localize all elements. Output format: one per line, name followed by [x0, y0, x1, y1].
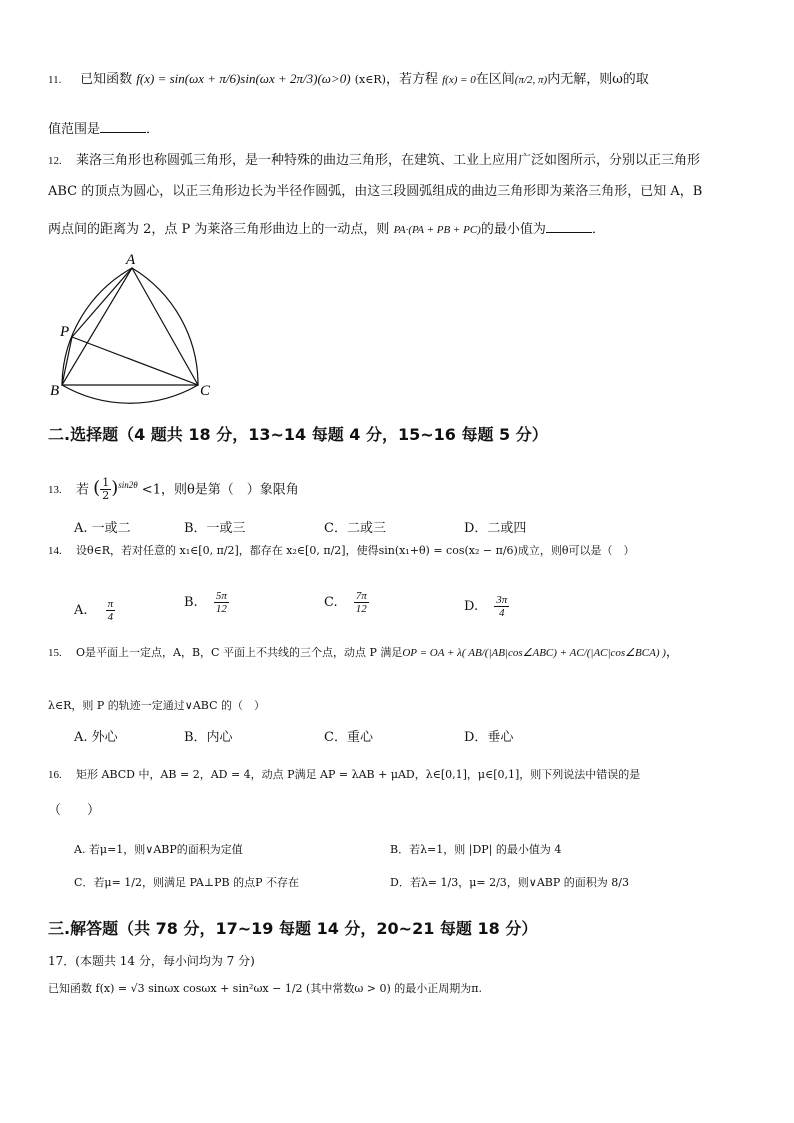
q11-line2	[48, 120, 754, 139]
q15-option-b[interactable]: B．内心	[184, 730, 233, 745]
q14-a-top: π	[107, 598, 114, 610]
q16-option-d[interactable]: D．若λ= 1/3，μ= 2/3，则∨ABP 的面积为 8/3	[390, 876, 629, 889]
q17-line	[48, 980, 754, 998]
q14-option-d-frac	[494, 594, 509, 619]
q16-option-c[interactable]: C．若μ= 1/2，则满足 PA⊥PB 的点P 不存在	[74, 876, 300, 889]
segment-PA	[72, 268, 132, 337]
q17-text: 已知函数 f(x) = √3 sinωx cosωx + sin²ωx − 1/2 (其中常数ω > 0) 的最小正周期为π.	[48, 982, 483, 995]
q16-line1	[48, 766, 754, 784]
q13-number: 13.	[48, 484, 62, 497]
q15-expr: OP = OA + λ( AB/(|AB|cos∠ABC) + AC/(|AC|cos∠BCA) )	[402, 647, 666, 659]
q11-domain: (x∈R)	[354, 73, 386, 86]
q12-text3a: 两点间的距离为 2，点 P 为莱洛三角形曲边上的一动点，则	[48, 222, 390, 237]
q11-number: 11.	[48, 74, 62, 86]
q14-options	[74, 590, 774, 626]
q13-options	[74, 520, 774, 538]
reuleaux-outline	[62, 268, 198, 403]
q14-number: 14.	[48, 545, 62, 557]
q15-option-d[interactable]: D．垂心	[464, 730, 514, 745]
q11-answer-blank[interactable]	[100, 120, 146, 133]
q14-option-a[interactable]	[74, 598, 115, 623]
q15-end: ，	[665, 645, 679, 660]
q12-number: 12.	[48, 155, 62, 167]
equilateral-triangle	[62, 268, 198, 385]
label-B: B	[50, 383, 60, 399]
q11-mid: ，若方程	[385, 72, 438, 87]
q11-formula: f(x) = sin(ωx + π/6)sin(ωx + 2π/3)(ω>0)	[136, 71, 351, 86]
q14-option-b-frac	[214, 590, 229, 615]
q13-option-b[interactable]: B．一或三	[184, 521, 246, 536]
q11-line2-text: 值范围是	[48, 122, 101, 137]
q14-option-b-label: B.	[184, 595, 198, 610]
q14-b-bot: 12	[215, 603, 227, 615]
q15-text2: λ∈R，则 P 的轨迹一定通过∨ABC 的（ ）	[48, 699, 265, 712]
q16-option-a[interactable]: A. 若μ=1，则∨ABP的面积为定值	[74, 843, 243, 856]
label-A: A	[126, 252, 136, 268]
q13-line	[48, 476, 754, 502]
q14-option-a-frac	[106, 598, 116, 623]
q11-interval: (π/2, π)	[514, 74, 548, 86]
q15-number: 15.	[48, 647, 62, 659]
q15-line2	[48, 697, 754, 715]
q14-c-top: 7π	[355, 590, 367, 602]
q14-text: 设θ∈R，若对任意的 x₁∈[0, π/2]，都存在 x₂∈[0, π/2]，使得sin(x₁+θ) = cos(x₂ − π/6)成立，则θ可以是（ ）	[76, 544, 635, 557]
q13-paren-open: (	[93, 477, 101, 499]
reuleaux-triangle-figure	[40, 250, 230, 420]
q13-base-top: 1	[102, 476, 110, 490]
q14-option-a-label: A.	[74, 603, 88, 618]
q14-c-bot: 12	[355, 603, 367, 615]
q11-line1	[48, 70, 754, 89]
q15-text: O是平面上一定点，A，B，C 平面上不共线的三个点，动点 P 满足	[76, 646, 403, 659]
q11-eq: f(x) = 0	[442, 74, 476, 86]
q14-option-c-frac	[354, 590, 369, 615]
q15-option-a[interactable]: A. 外心	[74, 730, 118, 745]
section2-heading: 二.选择题（4 题共 18 分，13~14 每题 4 分，15~16 每题 5 分）	[48, 425, 548, 444]
q11-mid2: 在区间	[475, 72, 515, 87]
q11-lead: 已知函数	[80, 72, 133, 87]
q13-text-b: <1，则θ是第（ ）象限角	[141, 482, 299, 498]
q13-exponent: sin2θ	[118, 480, 138, 490]
q16-option-b[interactable]: B．若λ=1，则 |DP| 的最小值为 4	[390, 843, 562, 856]
q14-option-c[interactable]	[324, 590, 369, 615]
q13-option-a[interactable]: A. 一或二	[74, 521, 131, 536]
q13-option-d[interactable]: D．二或四	[464, 521, 527, 536]
q14-option-d-label: D.	[464, 599, 479, 614]
q14-line	[48, 542, 754, 560]
q12-text1: 莱洛三角形也称圆弧三角形，是一种特殊的曲边三角形，在建筑、工业上应用广泛如图所示，分别以正三角形	[76, 153, 701, 168]
q16-text: 矩形 ABCD 中，AB = 2，AD = 4，动点 P满足 AP = λAB + μAD，λ∈[0,1]，μ∈[0,1]，则下列说法中错误的是	[76, 768, 641, 781]
segment-PC	[72, 337, 198, 385]
q12-expr: PA·(PA + PB + PC)	[393, 224, 481, 236]
q12-text2: ABC 的顶点为圆心，以正三角形边长为半径作圆弧，由这三段圆弧组成的曲边三角形即为莱洛三角形，已知 A，B	[48, 184, 703, 199]
q12-end: ．	[591, 222, 605, 237]
q14-a-bot: 4	[107, 611, 114, 623]
q14-d-top: 3π	[496, 594, 508, 606]
q16-paren: （ ）	[48, 803, 101, 818]
q11-tail: 内无解，则ω的取	[547, 72, 649, 87]
q14-option-c-label: C.	[324, 595, 338, 610]
q12-line3	[48, 220, 754, 239]
q15-line1	[48, 644, 754, 662]
q13-base	[100, 477, 111, 502]
label-P: P	[60, 324, 70, 340]
label-C: C	[200, 383, 211, 399]
q15-options	[74, 729, 774, 747]
q11-end: ．	[146, 122, 160, 137]
q13-text-a: 若	[76, 482, 90, 498]
q14-d-bot: 4	[498, 607, 505, 619]
q16-number: 16.	[48, 769, 62, 781]
q12-line2	[48, 183, 754, 201]
q15-option-c[interactable]: C．重心	[324, 730, 373, 745]
q12-answer-blank[interactable]	[546, 220, 592, 233]
section3-heading: 三.解答题（共 78 分，17~19 每题 14 分，20~21 每题 18 分）	[48, 919, 538, 938]
q14-b-top: 5π	[215, 590, 227, 602]
q13-paren-close: )	[111, 477, 119, 499]
q14-option-b[interactable]	[184, 590, 229, 615]
q16-options	[74, 841, 774, 901]
q17-head: 17．(本题共 14 分，每小问均为 7 分)	[48, 954, 255, 968]
q13-base-bot: 2	[102, 489, 110, 503]
q12-text3b: 的最小值为	[480, 222, 546, 237]
q14-option-d[interactable]	[464, 594, 509, 619]
q12-line1	[48, 152, 754, 170]
q13-option-c[interactable]: C．二或三	[324, 521, 386, 536]
